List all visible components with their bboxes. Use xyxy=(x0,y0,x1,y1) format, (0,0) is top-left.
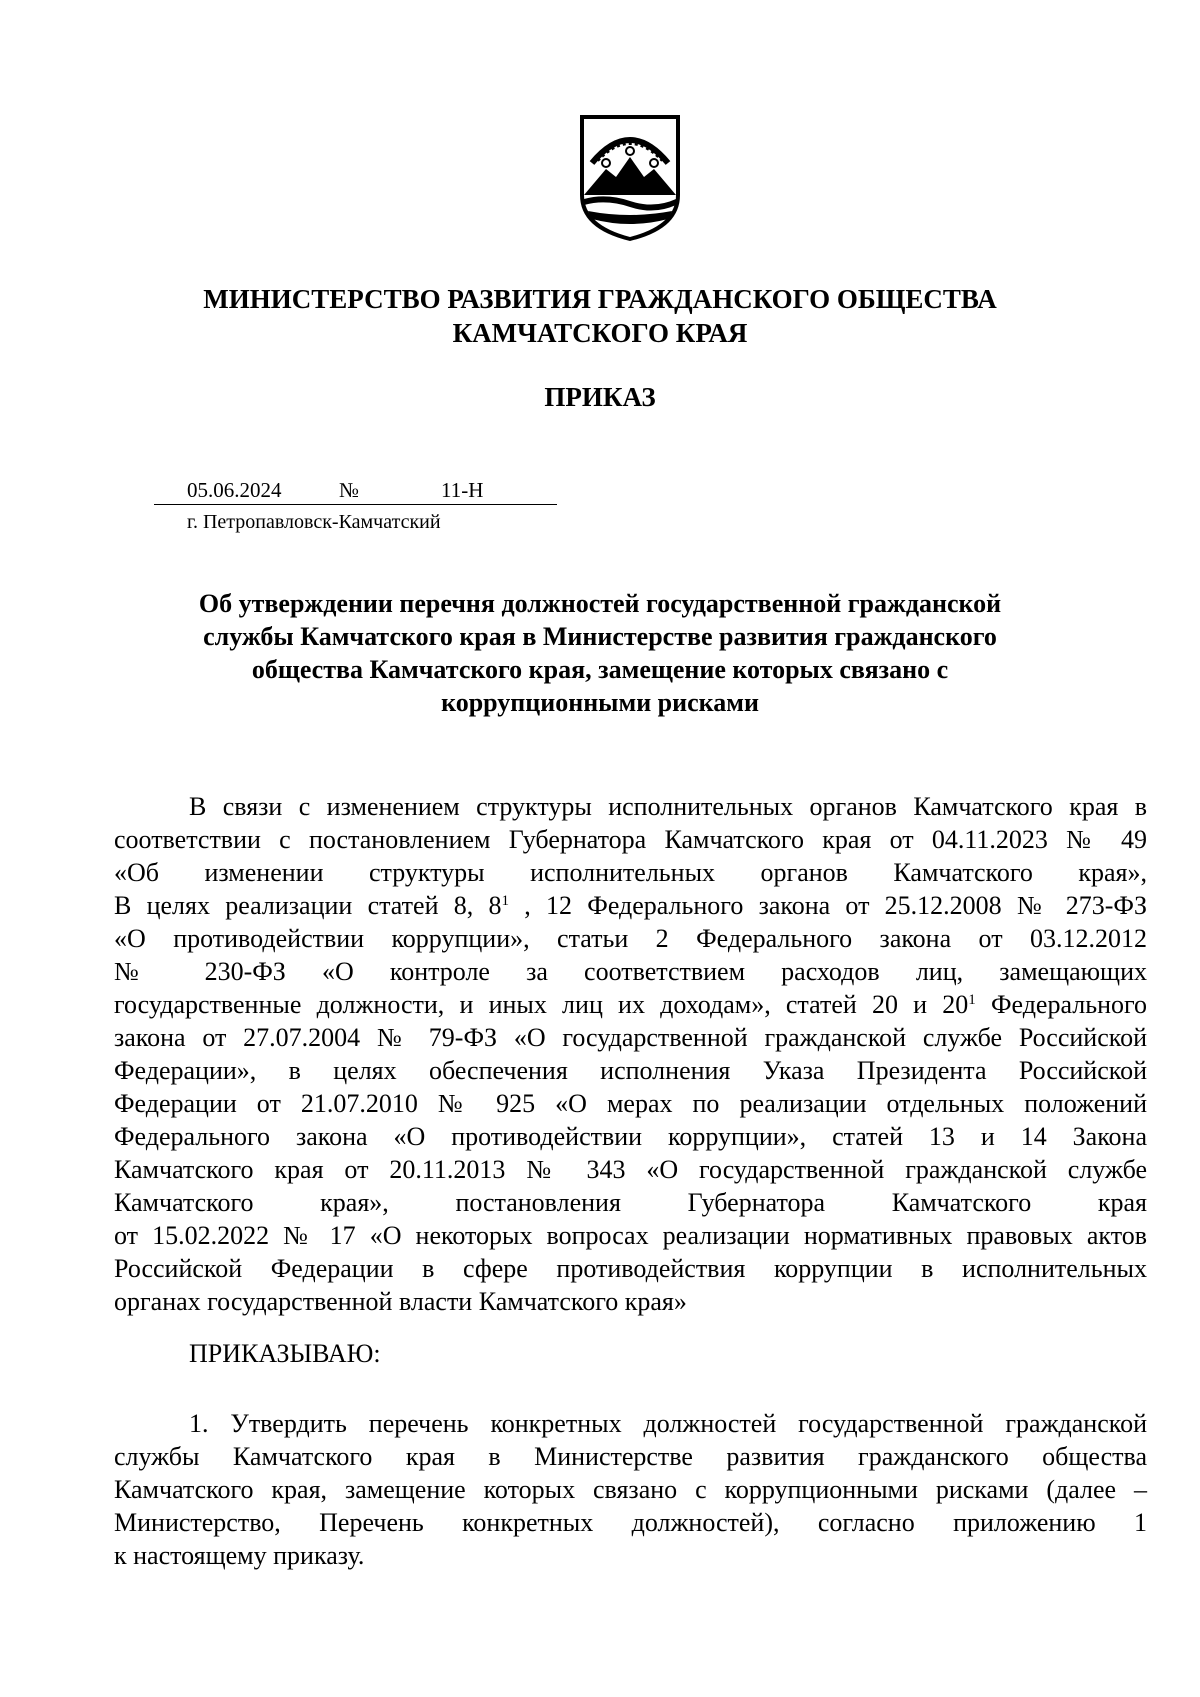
text-fragment: Федерального xyxy=(975,990,1148,1019)
text-line: Российской Федерации в сфере противодействия коррупции в исполнительных xyxy=(114,1254,1147,1283)
text-line: Камчатского края, замещение которых связано с коррупционными рисками (далее – xyxy=(114,1475,1147,1504)
text-line: Камчатского края от 20.11.2013 № 343 «О государственной гражданской службе xyxy=(114,1155,1147,1184)
order-word-paragraph xyxy=(114,1337,1147,1370)
order-subject xyxy=(150,587,1050,719)
kamchatka-coat-of-arms-icon xyxy=(576,111,684,245)
order-date: 05.06.2024 xyxy=(187,478,282,502)
text-line: службы Камчатского края в Министерстве развития гражданского общества xyxy=(114,1442,1147,1471)
text-line xyxy=(114,988,1147,1021)
order-word: ПРИКАЗЫВАЮ: xyxy=(189,1339,381,1368)
text-line: к настоящему приказу. xyxy=(114,1541,365,1570)
text-fragment: , 12 Федерального закона от 25.12.2008 № 273-ФЗ xyxy=(509,891,1147,920)
text-line: «О противодействии коррупции», статьи 2 Федерального закона от 03.12.2012 xyxy=(114,924,1147,953)
text-line: Федерального закона «О противодействии коррупции», статей 13 и 14 Закона xyxy=(114,1122,1147,1151)
subject-line: Об утверждении перечня должностей государственной гражданской xyxy=(198,589,1002,618)
text-line: Федерации от 21.07.2010 № 925 «О мерах по реализации отдельных положений xyxy=(114,1089,1147,1118)
item-1-paragraph xyxy=(114,1407,1147,1572)
text-line: № 230-ФЗ «О контроле за соответствием расходов лиц, замещающих xyxy=(114,957,1147,986)
superscript: 1 xyxy=(968,992,976,1008)
preamble-paragraph xyxy=(114,790,1147,1318)
city-name: г. Петропавловск-Камчатский xyxy=(187,511,441,533)
text-line: закона от 27.07.2004 № 79-ФЗ «О государственной гражданской службе Российской xyxy=(114,1023,1147,1052)
text-line: В связи с изменением структуры исполнительных органов Камчатского края в xyxy=(189,792,1147,821)
text-line: 1. Утвердить перечень конкретных должностей государственной гражданской xyxy=(189,1409,1147,1438)
order-number: 11-Н xyxy=(441,478,484,502)
text-line: «Об изменении структуры исполнительных органов Камчатского края», xyxy=(114,858,1147,887)
text-line: Камчатского края», постановления Губернатора Камчатского края xyxy=(114,1188,1147,1217)
text-line: Министерство, Перечень конкретных должностей), согласно приложению 1 xyxy=(114,1508,1147,1537)
text-line: органах государственной власти Камчатского края» xyxy=(114,1287,687,1316)
text-line: соответствии с постановлением Губернатора Камчатского края от 04.11.2023 № 49 xyxy=(114,825,1147,854)
ministry-name-line1: МИНИСТЕРСТВО РАЗВИТИЯ ГРАЖДАНСКОГО ОБЩЕСТВА xyxy=(203,284,997,314)
subject-line: службы Камчатского края в Министерстве развития гражданского xyxy=(203,622,997,651)
date-number-underline xyxy=(154,504,557,505)
subject-line: коррупционными рисками xyxy=(441,688,759,717)
text-line xyxy=(114,889,1147,922)
order-number-sign: № xyxy=(339,478,360,502)
ministry-name-line2: КАМЧАТСКОГО КРАЯ xyxy=(452,318,748,348)
subject-line: общества Камчатского края, замещение которых связано с xyxy=(251,655,949,684)
text-fragment: государственные должности, и иных лиц их доходам», статей 20 и 20 xyxy=(114,990,969,1019)
text-line: от 15.02.2022 № 17 «О некоторых вопросах реализации нормативных правовых актов xyxy=(114,1221,1147,1250)
document-type-title: ПРИКАЗ xyxy=(544,382,656,412)
text-fragment: В целях реализации статей 8, 8 xyxy=(114,891,502,920)
text-line: Федерации», в целях обеспечения исполнения Указа Президента Российской xyxy=(114,1056,1147,1085)
superscript: 1 xyxy=(501,893,509,909)
